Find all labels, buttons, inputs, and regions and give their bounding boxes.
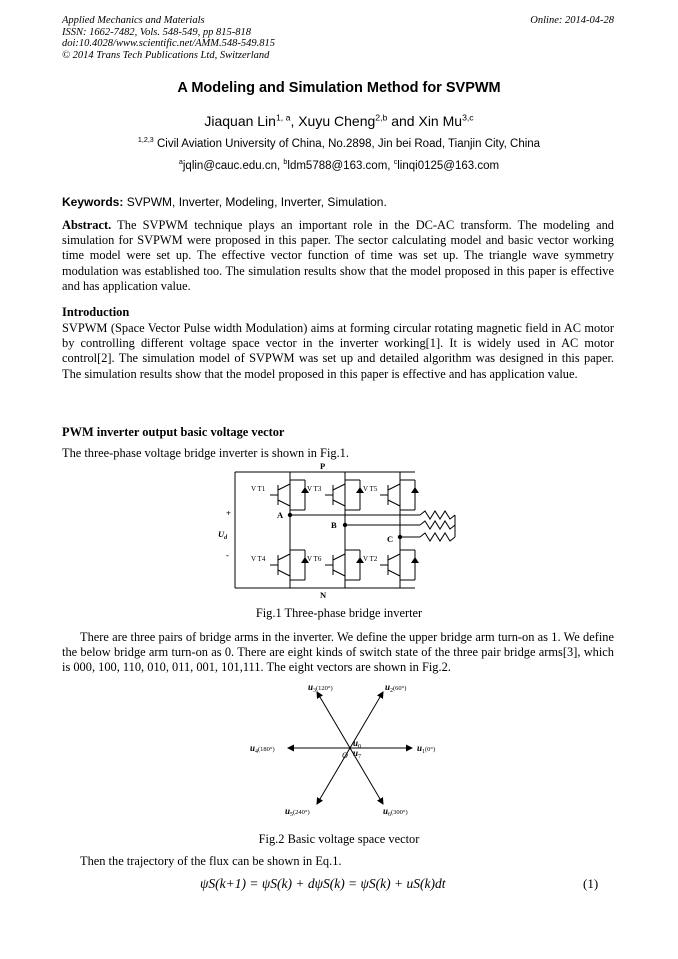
issn-line: ISSN: 1662-7482, Vols. 548-549, pp 815-818 <box>62 26 251 38</box>
label-c: C <box>387 534 394 544</box>
equation-1: ψS(k+1) = ψS(k) + dψS(k) = ψS(k) + uS(k)dt <box>200 876 446 891</box>
email-sup: a <box>178 158 183 167</box>
paper-title: A Modeling and Simulation Method for SVPWM <box>177 80 501 96</box>
vector-label-u5: $u_5^{(240^\circ)}$ <box>285 806 310 818</box>
vector-label-u3: $u_3^{(120^\circ)}$ <box>308 682 333 694</box>
author-name: Jiaquan Lin <box>204 113 276 129</box>
online-date: Online: 2014-04-28 <box>530 15 614 26</box>
transistor-vt5 <box>380 484 400 506</box>
email-separator: , <box>277 160 284 172</box>
label-vt5: V T5 <box>363 485 378 493</box>
center-label-u7: $u_7$ <box>353 748 362 760</box>
fig1-caption: Fig.1 Three-phase bridge inverter <box>255 606 423 620</box>
load-resistors <box>420 511 455 541</box>
author-list <box>0 113 678 129</box>
vector-label-u2: $u_2^{(60^\circ)}$ <box>385 682 407 694</box>
label-vt1: V T1 <box>251 485 266 493</box>
journal-header <box>62 15 275 61</box>
section-heading-pwm: PWM inverter output basic voltage vector <box>62 425 285 439</box>
doi-line: doi:10.4028/www.scientific.net/AMM.548-549.815 <box>62 38 275 49</box>
vector-label-u4: $u_4^{(180^\circ)}$ <box>250 743 275 755</box>
transistor-vt4 <box>270 554 290 576</box>
keywords-label: Keywords: <box>62 195 124 209</box>
vector-label-u6: $u_6^{(300^\circ)}$ <box>383 806 408 818</box>
vector-label-u1: $u_1^{(0^\circ)}$ <box>417 743 436 755</box>
email-sup: b <box>283 158 288 167</box>
email-link[interactable]: jqlin@cauc.edu.cn <box>182 160 278 172</box>
center-label-u0: $u_0$ <box>353 738 362 750</box>
copyright-line: © 2014 Trans Tech Publications Ltd, Switzerland <box>62 49 270 61</box>
transistor-vt1 <box>270 484 290 506</box>
label-ud-sub: d <box>224 535 228 541</box>
author-separator: , <box>290 113 299 129</box>
transistor-vt3 <box>325 484 345 506</box>
affiliation-sup: 1,2,3 <box>137 136 154 145</box>
fig2-caption: Fig.2 Basic voltage space vector <box>258 832 420 846</box>
abstract-text: The SVPWM technique plays an important role in the DC-AC transform. The modeling and simulation for SVPWM were proposed in this paper. The sector calculating model and basic vector working time model were set up. The effective vector function of time was set up. The triangle wave symmetry modulation was established too. The simulation results show that the model proposed in this paper is effective and has application value. <box>62 218 614 293</box>
affiliation <box>0 138 678 150</box>
section2-paragraph: The three-phase voltage bridge inverter is shown in Fig.1. <box>62 446 349 460</box>
center-label-origin: O <box>342 751 348 760</box>
label-b: B <box>331 520 337 530</box>
abstract-label: Abstract. <box>62 218 112 232</box>
author-name: Xin Mu <box>418 113 463 129</box>
author-sup: 1, a <box>275 112 291 123</box>
label-a: A <box>277 510 284 520</box>
author-sup: 3,c <box>462 112 474 123</box>
email-sup: c <box>393 158 398 167</box>
flux-paragraph: Then the trajectory of the flux can be shown in Eq.1. <box>80 854 342 868</box>
label-n: N <box>320 590 327 600</box>
transistor-vt6 <box>325 554 345 576</box>
transistor-vt2 <box>380 554 400 576</box>
label-vt4: V T4 <box>251 555 266 563</box>
journal-name: Applied Mechanics and Materials <box>62 15 205 26</box>
label-ud-main: U <box>218 529 225 539</box>
email-link[interactable]: linqi0125@163.com <box>397 160 500 172</box>
equation-number: (1) <box>583 876 599 891</box>
email-separator: , <box>387 160 394 172</box>
vectors-paragraph: There are three pairs of bridge arms in the inverter. We define the upper bridge arm turn-on as 1. We define the below bridge arm turn-on as 0. There are eight kinds of switch state of the three pair bridge arms[3], which is 000, 100, 110, 010, 011, 001, 101,111. The eight vectors are shown in Fig.2. <box>62 630 614 675</box>
label-ud <box>218 529 228 541</box>
label-p: P <box>320 461 326 471</box>
email-link[interactable]: ldm5788@163.com <box>287 160 388 172</box>
author-separator: and <box>387 113 419 129</box>
label-vt2: V T2 <box>363 555 378 563</box>
affiliation-text: Civil Aviation University of China, No.2898, Jin bei Road, Tianjin City, China <box>156 138 541 150</box>
abstract <box>62 218 614 294</box>
label-vt3: V T3 <box>307 485 322 493</box>
inverter-circuit-diagram <box>215 460 475 600</box>
vector-u3 <box>317 692 350 748</box>
intro-paragraph: SVPWM (Space Vector Pulse width Modulation) aims at forming circular rotating magnetic field in AC motor by controlling different voltage space vector in the inverter working[1]. It is widely used in AC motor control[2]. The simulation model of SVPWM was set up and detailed algorithm was designed in this paper. The simulation results show that the model proposed in this paper is effective and has application value. <box>62 321 614 381</box>
label-minus: - <box>226 550 229 560</box>
label-vt6: V T6 <box>307 555 322 563</box>
author-sup: 2,b <box>375 112 388 123</box>
keywords-text: SVPWM, Inverter, Modeling, Inverter, Simulation. <box>123 195 387 209</box>
label-plus: + <box>226 508 231 518</box>
author-name: Xuyu Cheng <box>298 113 376 129</box>
email-list <box>0 160 678 172</box>
space-vector-diagram <box>240 680 460 820</box>
keywords <box>62 195 387 209</box>
section-heading-introduction: Introduction <box>62 305 130 319</box>
